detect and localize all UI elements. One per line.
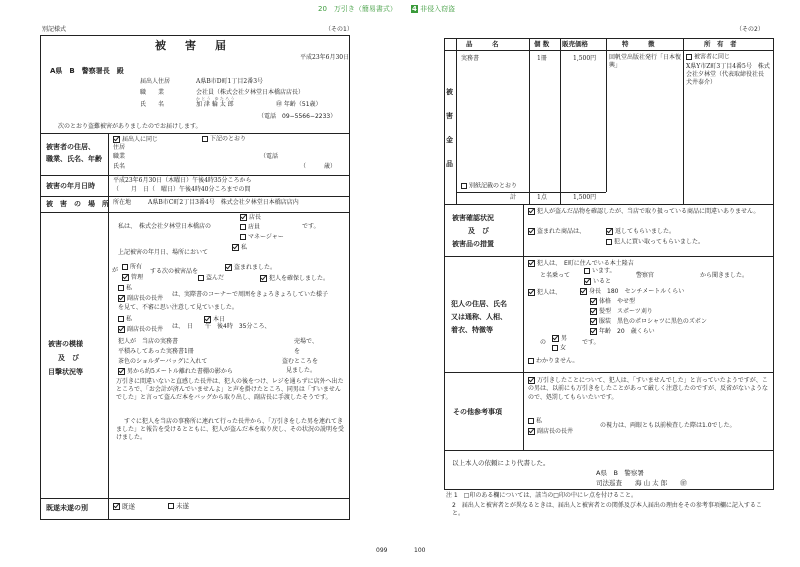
- circ-line6: は、 日 午 後4時 35分ころ、: [172, 323, 271, 330]
- page-number-left: 099: [376, 547, 388, 554]
- reporter-name: 加 津 輪 太 郎: [196, 101, 234, 108]
- opt-misui[interactable]: 未遂: [168, 503, 189, 510]
- opt-kisui[interactable]: 既遂: [113, 503, 135, 511]
- circ-line7: 犯人が 当店の実務書: [118, 338, 179, 345]
- opt-fukutencho-2[interactable]: 副店長の長井: [118, 326, 163, 334]
- reporter-furigana: か と う ゆ た ろ う: [196, 96, 235, 101]
- circumstance-label-1: 被害の模様: [48, 340, 83, 348]
- owner-same[interactable]: 被害者に同じ: [686, 54, 730, 61]
- confirm-label-2: 及 び: [468, 227, 489, 235]
- reporter-job: 会社員（株式会社夕林堂日本橋店店長）: [196, 89, 305, 96]
- victim-label: 被害者の住居、: [46, 143, 95, 151]
- other-label: その他参考事項: [453, 408, 502, 416]
- victim-label-2: 職業、氏名、年齢: [46, 155, 102, 163]
- suspect-line1[interactable]: 犯人は、 E町に住んでいる本土隆吉: [528, 260, 634, 268]
- suspect-police: 警察官: [636, 272, 655, 279]
- circ-line7b: 売場で、: [294, 338, 318, 345]
- circ-me[interactable]: 男から約5メートル離れた書棚の影から: [118, 368, 233, 376]
- suspect-cloth[interactable]: 服装 黒色のポロシャツに黒色のズボン: [590, 318, 707, 326]
- victim-name: 氏名: [113, 163, 126, 170]
- suspect-heard: から聞きました。: [700, 272, 749, 279]
- sheet-number-right: （その2）: [736, 26, 764, 33]
- circ-line5: を見て、不審に思い注意して見ていました。: [118, 304, 238, 311]
- officer-signature: 司法巡査 海 山 太 郎 ㊞: [596, 479, 687, 487]
- opt-nusunda[interactable]: 盗んだ: [198, 275, 224, 282]
- col-count: 個 数: [534, 40, 550, 48]
- opt-bought[interactable]: 犯人に買い取ってもらいました。: [606, 239, 704, 246]
- victim-age: （ 歳）: [300, 163, 337, 170]
- opt-female[interactable]: 女: [552, 345, 566, 352]
- suspect-build[interactable]: 体格 やせ型: [590, 298, 635, 306]
- reporter-addr-label: 届出人住居: [140, 78, 171, 85]
- circ-line4: は、実際書のコーナーで周囲をきょろきょろしていた様子: [172, 291, 329, 298]
- circ-line1: 私は、 株式会社夕林堂日本橋店の: [118, 223, 212, 230]
- confirm-label-3: 被害品の措置: [452, 240, 494, 248]
- circ-line3: する次の被害品を: [150, 268, 199, 275]
- opt-kakuho[interactable]: 犯人を確保しました。: [260, 275, 329, 283]
- opt-other-me[interactable]: 私: [528, 418, 542, 425]
- intro-text: 次のとおり盗難被害がありましたのでお届けします。: [58, 123, 202, 130]
- confirm-label-1: 被害確認状況: [452, 214, 494, 222]
- addressee: A県 B 警察署長 殿: [50, 67, 124, 75]
- opt-male[interactable]: 男: [552, 335, 567, 343]
- circ-paragraph-1: 万引きに間違いないと直感した長井は、犯人の後をつけ、レジを通らずに店外へ出たところで、「お会計が済んでいませんよ」と声を掛けたところ、同男は「すいませんでした」と言って盗んだ本をバッグから取り出し、副店長に手渡したそうです。: [116, 378, 344, 402]
- victim-addr: 住居: [113, 144, 126, 151]
- opt-as-below[interactable]: 下記のとおり: [202, 136, 246, 143]
- suspect-label-1: 犯人の住居、氏名: [451, 300, 507, 308]
- reporter-tel: （電話 09−5566−2233）: [258, 113, 337, 120]
- suspect-no: の: [540, 339, 547, 346]
- opt-nusumare[interactable]: 盗まれました。: [225, 264, 276, 272]
- circ-line2: 上記被害の年月日、場所において: [118, 249, 209, 256]
- opt-returned[interactable]: 返してもらいました。: [606, 228, 675, 236]
- reporter-addr: A県B市D町1丁目2番3号: [196, 78, 264, 85]
- side-label-3: 金: [446, 136, 453, 144]
- opt-stolen-goods[interactable]: 盗まれた商品は、: [528, 228, 585, 236]
- status-label: 既遂未遂の別: [46, 504, 88, 512]
- place-label: 被 害 の 場 所: [46, 200, 109, 208]
- other-remark[interactable]: 万引きしたことについて、犯人は、「すいませんでした」と言っていたようですが、この男は、以前にも万引きをしたことがあって厳しく注意したのですが、反省がないようなので、処罰してもらいたいです。: [528, 377, 768, 401]
- reporter-age: ㊞ 年齢（51歳）: [276, 101, 322, 108]
- opt-iru[interactable]: いると: [584, 278, 611, 286]
- opt-same-as-reporter[interactable]: 届出人に同じ: [113, 136, 158, 144]
- reporter-name-label: 氏 名: [140, 101, 165, 108]
- item-price: 1,500円: [573, 55, 597, 62]
- circ-paragraph-2: すぐに犯人を当店の事務所に連れて行った長井から、「万引きをした男を連れてきました」と報告を受けるとともに、犯人が盗んだ本を取り戻し、その状況の説明を受けました。: [116, 418, 345, 442]
- circumstance-label-2: 及 び: [58, 354, 79, 362]
- col-feature: 特 徴: [622, 40, 655, 48]
- confirm-line1[interactable]: 犯人が盗んだ品物を確認したが、当店で取り扱っている商品に間違いありません。: [528, 208, 768, 216]
- other-eyesight: の視力は、両眼とも以前検査した際は1.0でした。: [600, 422, 736, 429]
- suspect-label-2: 又は通称、人相、: [451, 313, 507, 321]
- suspect-label-3: 着衣、特徴等: [451, 326, 493, 334]
- police-station: A県 B 警察署: [596, 469, 644, 477]
- circ-line8: 平積みしてあった実務書1冊: [118, 348, 194, 355]
- col-price: 販売価格: [562, 40, 588, 48]
- reporter-job-label: 職 業: [140, 89, 165, 96]
- opt-tencho[interactable]: 店長: [240, 214, 261, 222]
- total-count: 1点: [537, 194, 547, 201]
- opt-other-fuku[interactable]: 副店長の長井: [528, 428, 573, 436]
- suspect-hair[interactable]: 髪型 スポーツ刈り: [590, 308, 653, 316]
- report-date: 平成23年6月30日: [300, 54, 350, 61]
- opt-manager[interactable]: マネージャー: [240, 234, 284, 241]
- form-label: 別記様式: [42, 26, 67, 33]
- suspect-desu: です。: [582, 339, 600, 346]
- opt-shoyu[interactable]: 所有: [122, 264, 142, 271]
- item-name: 実務書: [461, 55, 480, 62]
- victim-tel: （電話: [260, 153, 279, 160]
- opt-unknown[interactable]: わかりません。: [528, 358, 578, 365]
- opt-watashi-3[interactable]: 私: [118, 316, 132, 323]
- proxy-note: 以上本人の依頼により代書した。: [452, 459, 550, 467]
- sheet-number-left: （その1）: [325, 26, 353, 33]
- circumstance-label-3: 目撃状況等: [48, 368, 83, 376]
- item-count: 1冊: [537, 55, 547, 62]
- opt-tenin[interactable]: 店員: [240, 224, 260, 231]
- circ-line9: 茶色のショルダーバッグに入れて: [118, 358, 208, 365]
- suspect-line2: と名乗って: [540, 272, 571, 279]
- item-owner: X県Y市Z町3丁目4番5号 株式会社夕林堂（代表取締役社長 犬井泰介）: [686, 63, 771, 87]
- circ-line9b: 盗むところを: [282, 358, 319, 365]
- place-prefix: 所在地: [113, 199, 132, 206]
- circ-ga: が: [112, 267, 119, 274]
- opt-honnin[interactable]: 本日: [204, 316, 225, 324]
- section-tag: 4 非侵入窃盗: [412, 5, 456, 13]
- chapter-heading: 20 万引き（簡易書式）: [318, 5, 397, 13]
- item-feature: 回帆堂出版社発行「日本復興」: [609, 54, 682, 70]
- place-value: A県B市C町2丁目3番4号 株式会社夕林堂日本橋店店内: [148, 199, 299, 206]
- note-1: 注 1 □印のある欄については、該当の□印の中にレ点を付けること。: [446, 492, 637, 499]
- opt-imasu[interactable]: います。: [584, 268, 616, 275]
- opt-fukutencho[interactable]: 副店長の長井: [118, 295, 163, 303]
- opt-hannin[interactable]: 犯人は、: [528, 289, 561, 297]
- circ-line8b: を: [294, 348, 301, 355]
- col-owner: 所 有 者: [704, 40, 737, 48]
- opt-kanri[interactable]: 管理: [122, 274, 143, 282]
- total-price: 1,500円: [573, 194, 597, 201]
- circ-line10: 見ました。: [286, 367, 317, 374]
- opt-separate[interactable]: 別紙記載のとおり: [461, 183, 517, 190]
- opt-watashi-2[interactable]: 私: [118, 285, 132, 292]
- datetime-label: 被害の年月日時: [46, 182, 95, 190]
- page-number-right: 100: [414, 547, 426, 554]
- side-label-2: 害: [446, 112, 453, 120]
- circ-desu: です。: [302, 223, 320, 230]
- datetime-line1: 平成23年6月30日（木曜日）午後4時35分ころから: [113, 177, 252, 184]
- side-label-1: 被: [446, 88, 453, 96]
- side-label-4: 品: [446, 160, 453, 168]
- datetime-line2: （ 月 日（ 曜日）午後4時40分ころまでの間: [113, 186, 251, 193]
- victim-job: 職業: [113, 153, 126, 160]
- total-label: 計: [510, 194, 517, 201]
- form-title: 被 害 届: [155, 39, 230, 52]
- note-2: 2 届出人と被害者とが異なるときは、届出人と被害者との関係及び本人届出の理由をその参考事項欄に記入すること。: [452, 502, 762, 518]
- suspect-height[interactable]: 身長 180 センチメートルくらい: [580, 288, 684, 296]
- opt-watashi[interactable]: 私: [232, 244, 247, 252]
- suspect-age[interactable]: 年齢 20 歳くらい: [590, 328, 655, 336]
- col-item-name: 品 名: [466, 40, 499, 48]
